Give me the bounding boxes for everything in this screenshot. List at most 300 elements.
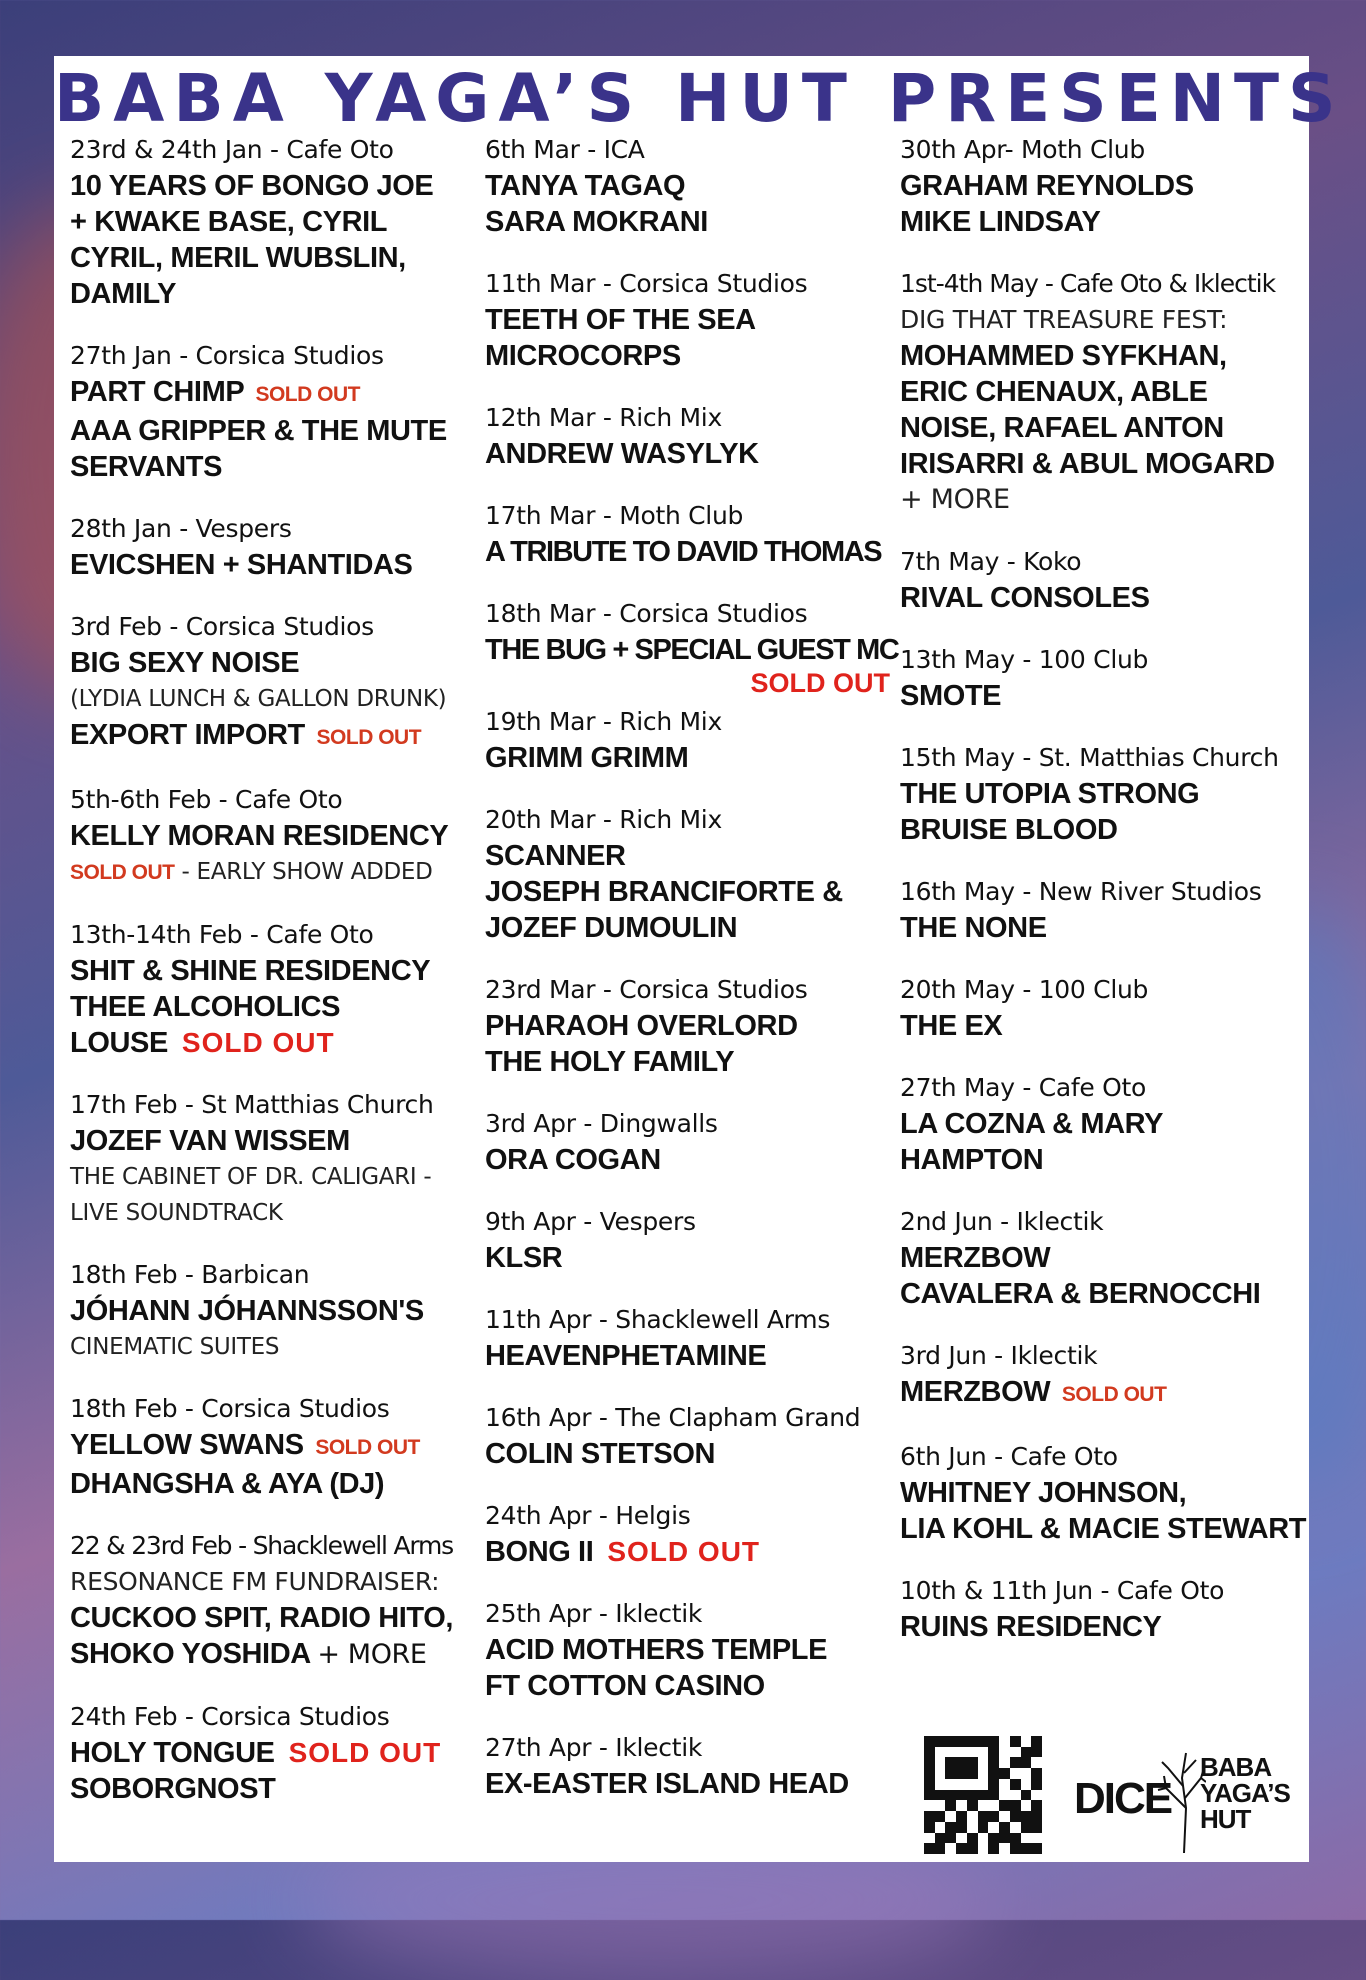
event-entry (900, 1573, 1305, 1645)
event-date: 6th Jun - Cafe Oto (900, 1442, 1118, 1471)
event-entry (70, 511, 475, 583)
event-act: FT COTTON CASINO (485, 1670, 765, 1702)
qr-module (1031, 1790, 1042, 1801)
event-act: SMOTE (900, 680, 1002, 712)
qr-module (945, 1779, 956, 1790)
qr-module (1010, 1790, 1021, 1801)
act-name: SHOKO YOSHIDA (70, 1638, 310, 1670)
qr-module (945, 1833, 956, 1844)
qr-module (967, 1757, 978, 1768)
event-act: THE BUG + SPECIAL GUEST MC (485, 634, 899, 666)
event-entry (485, 1302, 890, 1374)
event-act: BRUISE BLOOD (900, 814, 1118, 846)
qr-module (988, 1779, 999, 1790)
event-date: 5th-6th Feb - Cafe Oto (70, 785, 343, 814)
qr-module (1021, 1790, 1032, 1801)
qr-module (945, 1790, 956, 1801)
event-date: 28th Jan - Vespers (70, 514, 292, 543)
sold-out-badge: SOLD OUT (607, 1536, 761, 1567)
qr-module (956, 1811, 967, 1822)
qr-module (999, 1833, 1010, 1844)
event-entry (70, 1087, 475, 1231)
event-act: MOHAMMED SYFKHAN, (900, 340, 1227, 372)
event-date: 23rd & 24th Jan - Cafe Oto (70, 135, 394, 164)
act-name: PART CHIMP (70, 376, 244, 408)
event-act: TEETH OF THE SEA (485, 304, 756, 336)
event-note: RESONANCE FM FUNDRAISER: (70, 1567, 440, 1596)
event-entry (485, 704, 890, 776)
event-act: BIG SEXY NOISE (70, 647, 300, 679)
event-act (70, 1025, 475, 1061)
qr-module (1031, 1779, 1042, 1790)
event-entry (900, 1204, 1305, 1312)
event-entry (70, 782, 475, 891)
event-act (70, 374, 475, 413)
qr-module (924, 1736, 935, 1747)
qr-module (1010, 1768, 1021, 1779)
act-name: EXPORT IMPORT (70, 719, 305, 751)
event-act: GRIMM GRIMM (485, 742, 689, 774)
qr-module (999, 1822, 1010, 1833)
qr-module (956, 1747, 967, 1758)
qr-module (1021, 1833, 1032, 1844)
event-entry (900, 132, 1305, 240)
qr-module (967, 1843, 978, 1854)
event-act: RUINS RESIDENCY (900, 1611, 1162, 1643)
qr-module (967, 1811, 978, 1822)
event-act: DHANGSHA & AYA (DJ) (70, 1468, 385, 1500)
event-date: 2nd Jun - Iklectik (900, 1207, 1104, 1236)
event-act: TANYA TAGAQ (485, 170, 686, 202)
qr-module (956, 1790, 967, 1801)
event-date: 27th Apr - Iklectik (485, 1733, 703, 1762)
event-entry (900, 874, 1305, 946)
event-act: KELLY MORAN RESIDENCY (70, 820, 449, 852)
qr-module (935, 1822, 946, 1833)
event-act (70, 1636, 475, 1673)
qr-module (988, 1747, 999, 1758)
qr-module (988, 1757, 999, 1768)
qr-module (999, 1736, 1010, 1747)
qr-module (924, 1768, 935, 1779)
qr-module (1021, 1768, 1032, 1779)
qr-module (945, 1811, 956, 1822)
qr-module (1021, 1800, 1032, 1811)
qr-module (956, 1843, 967, 1854)
event-entry (900, 642, 1305, 714)
qr-module (924, 1779, 935, 1790)
event-entry (70, 1257, 475, 1365)
qr-module (1010, 1822, 1021, 1833)
qr-module (935, 1779, 946, 1790)
event-act: THE UTOPIA STRONG (900, 778, 1200, 810)
qr-module (999, 1747, 1010, 1758)
qr-module (924, 1843, 935, 1854)
event-act: RIVAL CONSOLES (900, 582, 1150, 614)
event-act: MIKE LINDSAY (900, 206, 1101, 238)
event-date: 30th Apr- Moth Club (900, 135, 1145, 164)
qr-module (956, 1833, 967, 1844)
qr-module (924, 1790, 935, 1801)
qr-code-icon[interactable] (924, 1736, 1042, 1854)
qr-module (967, 1768, 978, 1779)
qr-module (935, 1800, 946, 1811)
event-entry (70, 1699, 475, 1807)
more-label: + MORE (317, 1639, 427, 1670)
qr-module (956, 1768, 967, 1779)
event-date: 27th Jan - Corsica Studios (70, 341, 384, 370)
event-date: 6th Mar - ICA (485, 135, 645, 164)
qr-module (1031, 1811, 1042, 1822)
event-date: 11th Apr - Shacklewell Arms (485, 1305, 831, 1334)
event-note: LIVE SOUNDTRACK (70, 1200, 283, 1226)
event-note: THE CABINET OF DR. CALIGARI - (70, 1164, 432, 1190)
event-entry (485, 1106, 890, 1178)
qr-module (935, 1790, 946, 1801)
events-column-3 (900, 132, 1305, 1671)
qr-module (1010, 1800, 1021, 1811)
event-date: 20th May - 100 Club (900, 975, 1149, 1004)
qr-module (1021, 1822, 1032, 1833)
event-entry (900, 1439, 1305, 1547)
qr-module (988, 1843, 999, 1854)
event-act: WHITNEY JOHNSON, (900, 1477, 1187, 1509)
qr-module (924, 1822, 935, 1833)
event-date: 11th Mar - Corsica Studios (485, 269, 808, 298)
event-act: SCANNER (485, 840, 626, 872)
qr-module (999, 1843, 1010, 1854)
event-entry (900, 1338, 1305, 1413)
event-note: DIG THAT TREASURE FEST: (900, 305, 1228, 334)
event-date: 13th-14th Feb - Cafe Oto (70, 920, 374, 949)
event-act: SHIT & SHINE RESIDENCY (70, 955, 431, 987)
event-date: 17th Mar - Moth Club (485, 501, 744, 530)
event-entry (70, 1528, 475, 1673)
qr-module (1021, 1736, 1032, 1747)
qr-module (945, 1800, 956, 1811)
event-date: 20th Mar - Rich Mix (485, 805, 722, 834)
event-note: (LYDIA LUNCH & GALLON DRUNK) (70, 686, 447, 712)
event-date: 18th Feb - Barbican (70, 1260, 310, 1289)
event-act (70, 717, 475, 756)
event-act: THE HOLY FAMILY (485, 1046, 735, 1078)
qr-module (988, 1811, 999, 1822)
sold-out-badge: SOLD OUT (288, 1737, 442, 1768)
event-act (70, 1735, 475, 1771)
event-poster (54, 56, 1345, 1862)
qr-module (967, 1747, 978, 1758)
qr-module (978, 1757, 989, 1768)
qr-module (988, 1800, 999, 1811)
qr-module (956, 1822, 967, 1833)
event-entry (900, 740, 1305, 848)
event-date: 3rd Jun - Iklectik (900, 1341, 1098, 1370)
more-label: + MORE (900, 484, 1010, 515)
qr-module (978, 1768, 989, 1779)
qr-module (935, 1736, 946, 1747)
logo-text (1200, 1754, 1290, 1832)
event-act (900, 1374, 1305, 1413)
qr-module (1031, 1747, 1042, 1758)
event-act: EVICSHEN + SHANTIDAS (70, 549, 413, 581)
qr-module (967, 1736, 978, 1747)
sold-out-badge: SOLD OUT (181, 1027, 335, 1058)
act-name: YELLOW SWANS (70, 1429, 304, 1461)
qr-module (978, 1747, 989, 1758)
qr-module (945, 1843, 956, 1854)
event-act: JOZEF VAN WISSEM (70, 1125, 350, 1157)
qr-module (935, 1833, 946, 1844)
qr-module (1010, 1736, 1021, 1747)
event-date: 24th Feb - Corsica Studios (70, 1702, 390, 1731)
event-date: 17th Feb - St Matthias Church (70, 1090, 434, 1119)
event-act: THE NONE (900, 912, 1047, 944)
event-act: LIA KOHL & MACIE STEWART (900, 1513, 1307, 1545)
qr-module (999, 1811, 1010, 1822)
event-act (70, 1427, 475, 1466)
event-date: 16th May - New River Studios (900, 877, 1262, 906)
logo-line: HUT (1200, 1804, 1251, 1834)
event-entry (485, 498, 890, 570)
qr-module (967, 1822, 978, 1833)
event-entry (70, 1391, 475, 1502)
qr-module (924, 1833, 935, 1844)
qr-module (967, 1790, 978, 1801)
qr-module (945, 1757, 956, 1768)
qr-module (988, 1833, 999, 1844)
qr-module (924, 1747, 935, 1758)
event-entry (900, 544, 1305, 616)
qr-module (999, 1779, 1010, 1790)
event-entry (485, 266, 890, 374)
event-date: 15th May - St. Matthias Church (900, 743, 1279, 772)
logo-line: BABA (1200, 1752, 1272, 1782)
qr-module (945, 1747, 956, 1758)
qr-module (1021, 1779, 1032, 1790)
event-date: 12th Mar - Rich Mix (485, 403, 722, 432)
event-date: 25th Apr - Iklectik (485, 1599, 703, 1628)
event-entry (485, 1596, 890, 1704)
qr-module (1021, 1811, 1032, 1822)
qr-module (978, 1822, 989, 1833)
event-date: 24th Apr - Helgis (485, 1501, 691, 1530)
qr-module (924, 1811, 935, 1822)
event-date: 27th May - Cafe Oto (900, 1073, 1146, 1102)
footer-logos (924, 1736, 1304, 1866)
event-act: 10 YEARS OF BONGO JOE (70, 170, 434, 202)
qr-module (935, 1747, 946, 1758)
event-act: CAVALERA & BERNOCCHI (900, 1278, 1261, 1310)
event-entry (900, 1070, 1305, 1178)
qr-module (967, 1779, 978, 1790)
note-text: - EARLY SHOW ADDED (181, 859, 433, 885)
qr-module (945, 1822, 956, 1833)
sold-out-badge: SOLD OUT (1061, 1383, 1167, 1406)
event-date: 1st-4th May - Cafe Oto & Iklectik (900, 269, 1276, 298)
qr-module (956, 1800, 967, 1811)
event-entry (485, 1400, 890, 1472)
event-act: NOISE, RAFAEL ANTON (900, 412, 1224, 444)
qr-module (1031, 1843, 1042, 1854)
qr-module (1010, 1833, 1021, 1844)
act-name: BONG II (485, 1536, 594, 1568)
event-entry (900, 972, 1305, 1044)
sold-out-badge: SOLD OUT (315, 1436, 420, 1459)
qr-module (1031, 1833, 1042, 1844)
event-act: HAMPTON (900, 1144, 1044, 1176)
event-date: 13th May - 100 Club (900, 645, 1149, 674)
qr-module (945, 1768, 956, 1779)
qr-module (967, 1800, 978, 1811)
qr-module (1010, 1811, 1021, 1822)
event-act: CYRIL, MERIL WUBSLIN, (70, 242, 406, 274)
event-act: MERZBOW (900, 1242, 1051, 1274)
qr-module (988, 1790, 999, 1801)
qr-module (1031, 1736, 1042, 1747)
event-entry (70, 609, 475, 756)
event-date: 23rd Mar - Corsica Studios (485, 975, 808, 1004)
qr-module (924, 1757, 935, 1768)
event-act: + KWAKE BASE, CYRIL (70, 206, 388, 238)
events-column-1 (70, 132, 475, 1833)
event-act: CUCKOO SPIT, RADIO HITO, (70, 1602, 454, 1634)
event-act: JÓHANN JÓHANNSSON'S (70, 1295, 424, 1327)
event-date: 22 & 23rd Feb - Shacklewell Arms (70, 1531, 454, 1560)
act-name: MERZBOW (900, 1376, 1051, 1408)
event-act: AAA GRIPPER & THE MUTE (70, 415, 447, 447)
events-column-2 (485, 132, 899, 1828)
qr-module (1021, 1747, 1032, 1758)
event-act: EX-EASTER ISLAND HEAD (485, 1768, 849, 1800)
event-date: 18th Feb - Corsica Studios (70, 1394, 390, 1423)
qr-module (999, 1757, 1010, 1768)
event-date: 7th May - Koko (900, 547, 1082, 576)
qr-module (988, 1736, 999, 1747)
event-act: THEE ALCOHOLICS (70, 991, 341, 1023)
qr-module (1021, 1843, 1032, 1854)
event-entry (70, 917, 475, 1061)
qr-module (935, 1811, 946, 1822)
qr-module (978, 1811, 989, 1822)
event-act: SARA MOKRANI (485, 206, 708, 238)
event-act: DAMILY (70, 278, 177, 310)
event-act (485, 1534, 890, 1570)
event-date: 19th Mar - Rich Mix (485, 707, 722, 736)
event-date: 18th Mar - Corsica Studios (485, 599, 808, 628)
qr-module (956, 1757, 967, 1768)
event-note (70, 854, 475, 891)
event-entry (485, 132, 890, 240)
qr-module (935, 1843, 946, 1854)
qr-module (999, 1800, 1010, 1811)
event-entry (485, 1498, 890, 1570)
event-entry (485, 1730, 890, 1802)
logo-line: YAGA’S (1200, 1778, 1290, 1808)
event-date: 10th & 11th Jun - Cafe Oto (900, 1576, 1225, 1605)
sold-out-badge: SOLD OUT (750, 668, 890, 698)
event-act: HEAVENPHETAMINE (485, 1340, 767, 1372)
qr-module (1031, 1768, 1042, 1779)
qr-module (1010, 1779, 1021, 1790)
qr-module (924, 1800, 935, 1811)
qr-module (978, 1779, 989, 1790)
qr-module (988, 1768, 999, 1779)
event-date: 3rd Apr - Dingwalls (485, 1109, 718, 1138)
event-act: A TRIBUTE TO DAVID THOMAS (485, 536, 882, 568)
qr-module (999, 1768, 1010, 1779)
event-entry (485, 972, 890, 1080)
qr-module (935, 1757, 946, 1768)
event-act: JOSEPH BRANCIFORTE & (485, 876, 843, 908)
qr-module (935, 1768, 946, 1779)
event-entry (485, 400, 890, 472)
qr-module (945, 1736, 956, 1747)
sold-out-badge: SOLD OUT (70, 861, 175, 884)
event-act: ANDREW WASYLYK (485, 438, 759, 470)
event-act: ACID MOTHERS TEMPLE (485, 1634, 828, 1666)
qr-module (1031, 1800, 1042, 1811)
event-act: JOZEF DUMOULIN (485, 912, 738, 944)
qr-module (988, 1822, 999, 1833)
baba-yagas-hut-logo (1156, 1748, 1306, 1858)
act-name: HOLY TONGUE (70, 1737, 275, 1769)
event-act: COLIN STETSON (485, 1438, 716, 1470)
event-date: 3rd Feb - Corsica Studios (70, 612, 374, 641)
event-entry (485, 596, 899, 698)
event-note: CINEMATIC SUITES (70, 1334, 280, 1360)
qr-module (978, 1843, 989, 1854)
poster-headline: BABA YAGA’S HUT PRESENTS (54, 60, 1345, 137)
event-act: SERVANTS (70, 451, 223, 483)
qr-module (978, 1790, 989, 1801)
dice-logo: DICE (1074, 1774, 1172, 1823)
qr-module (978, 1800, 989, 1811)
qr-module (978, 1833, 989, 1844)
event-act: MICROCORPS (485, 340, 681, 372)
qr-module (999, 1790, 1010, 1801)
qr-module (956, 1779, 967, 1790)
event-act: ORA COGAN (485, 1144, 661, 1176)
event-entry (70, 132, 475, 312)
event-act: THE EX (900, 1010, 1003, 1042)
qr-module (1031, 1822, 1042, 1833)
event-act: ERIC CHENAUX, ABLE (900, 376, 1208, 408)
qr-module (1021, 1757, 1032, 1768)
event-act: PHARAOH OVERLORD (485, 1010, 798, 1042)
qr-module (978, 1736, 989, 1747)
event-entry (485, 1204, 890, 1276)
event-act: KLSR (485, 1242, 563, 1274)
event-entry (70, 338, 475, 485)
qr-module (1010, 1747, 1021, 1758)
event-act: IRISARRI & ABUL MOGARD (900, 448, 1275, 480)
tree-icon (1156, 1748, 1206, 1858)
event-act: SOBORGNOST (70, 1773, 276, 1805)
event-act: GRAHAM REYNOLDS (900, 170, 1194, 202)
qr-module (1010, 1757, 1021, 1768)
event-entry (485, 802, 890, 946)
qr-module (967, 1833, 978, 1844)
event-act: LA COZNA & MARY (900, 1108, 1164, 1140)
sold-out-row (485, 668, 890, 698)
event-date: 9th Apr - Vespers (485, 1207, 696, 1236)
qr-module (1031, 1757, 1042, 1768)
act-name: LOUSE (70, 1027, 168, 1059)
qr-module (956, 1736, 967, 1747)
qr-module (1010, 1843, 1021, 1854)
event-date: 16th Apr - The Clapham Grand (485, 1403, 861, 1432)
sold-out-badge: SOLD OUT (316, 726, 422, 749)
